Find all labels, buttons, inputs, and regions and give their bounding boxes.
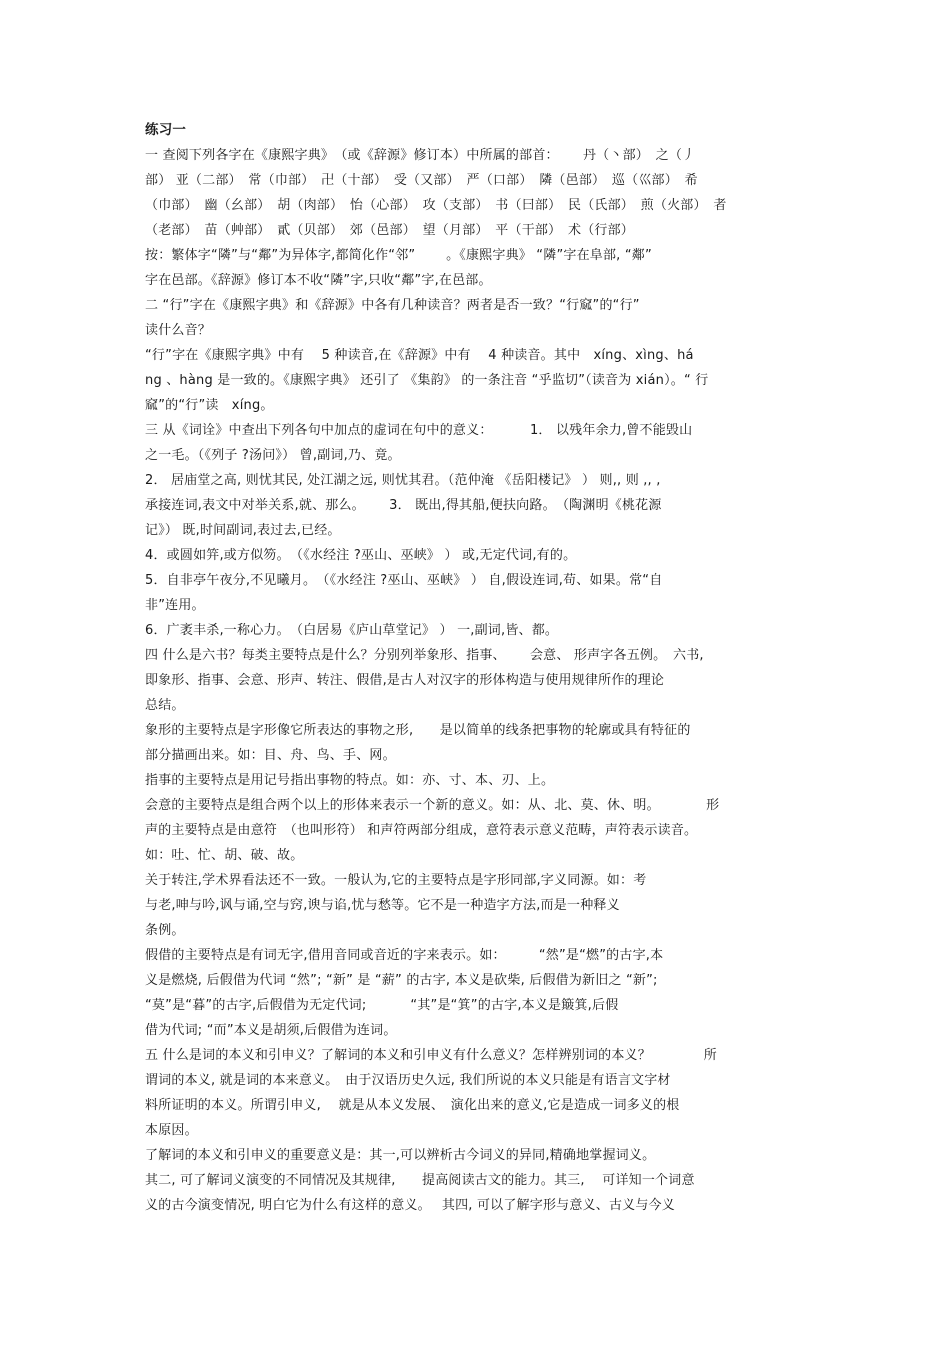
text-line: 与老,呻与吟,讽与诵,空与窍,谀与谄,忧与愁等。它不是一种造字方法,而是一种释义 bbox=[145, 898, 620, 913]
text-line: 会意的主要特点是组合两个以上的形体来表示一个新的意义。如：从、北、莫、休、明。 形 bbox=[145, 798, 720, 813]
text-line: 窳”的“行”读 xíng。 bbox=[145, 398, 274, 413]
text-line: 非”连用。 bbox=[145, 598, 205, 613]
text-line: 读什么音？ bbox=[145, 323, 212, 338]
text-line: 声的主要特点是由意符 （也叫形符） 和声符两部分组成，意符表示意义范畴，声符表示读音。 bbox=[145, 823, 698, 838]
text-line: 借为代词; “而”本义是胡须,后假借为连词。 bbox=[145, 1023, 397, 1038]
text-line: 义的古今演变情况, 明白它为什么有这样的意义。 其四, 可以了解字形与意义、古义与今义 bbox=[145, 1198, 675, 1213]
text-line: 部分描画出来。如：目、舟、鸟、手、网。 bbox=[145, 748, 396, 763]
text-line: 象形的主要特点是字形像它所表达的事物之形, 是以简单的线条把事物的轮廓或具有特征的 bbox=[145, 723, 691, 738]
text-line: 6．广袤丰杀,一称心力。 （白居易《庐山草堂记》 ） 一,副词,皆、都。 bbox=[145, 623, 559, 638]
text-line: 4．或圆如笄,或方似笏。 （《水经注 ?巫山、巫峡》 ） 或,无定代词,有的。 bbox=[145, 548, 577, 563]
text-line: ng 、hàng 是一致的。《康熙字典》 还引了 《集韵》 的一条注音 “乎监切”（读音为 xián）。“ 行 bbox=[145, 373, 709, 388]
text-line: 5．自非亭午夜分,不见曦月。 （《水经注 ?巫山、巫峡》 ） 自,假设连词,苟、如果。常“自 bbox=[145, 573, 663, 588]
text-line: 本原因。 bbox=[145, 1123, 198, 1138]
text-line: 二 “行”字在《康熙字典》和《辞源》中各有几种读音？两者是否一致？“行窳”的“行” bbox=[145, 298, 640, 313]
text-line: 五 什么是词的本义和引申义？了解词的本义和引申义有什么意义？怎样辨别词的本义？ 所 bbox=[145, 1048, 717, 1063]
text-line: 四 什么是六书？每类主要特点是什么？分别列举象形、指事、 会意、 形声字各五例。 六书, bbox=[145, 648, 704, 663]
text-line: 2． 居庙堂之高, 则忧其民, 处江湖之远, 则忧其君。（范仲淹 《岳阳楼记》 ） 则,, 则 ,, , bbox=[145, 473, 661, 488]
text-line: 承接连词,表文中对举关系,就、那么。 3． 既出,得其船,便扶向路。 （陶渊明《桃花源 bbox=[145, 498, 662, 513]
text-line: 关于转注,学术界看法还不一致。一般认为,它的主要特点是字形同部,字义同源。如：考 bbox=[145, 873, 647, 888]
text-line: 条例。 bbox=[145, 923, 185, 938]
text-line: “莫”是“暮”的古字,后假借为无定代词; “其”是“箕”的古字,本义是簸箕,后假 bbox=[145, 998, 619, 1013]
text-line: 义是燃烧, 后假借为代词 “然”; “新” 是 “薪” 的古字, 本义是砍柴, 后假借为新旧之 “新”; bbox=[145, 973, 658, 988]
text-line: 即象形、指事、会意、形声、转注、假借,是古人对汉字的形体构造与使用规律所作的理论 bbox=[145, 673, 665, 688]
text-line: （老部） 苗（艸部） 貳（贝部） 郊（邑部） 望（月部） 平（干部） 术（行部） bbox=[145, 223, 635, 238]
text-line: 如：吐、忙、胡、破、故。 bbox=[145, 848, 304, 863]
text-line: 按：繁体字“隣”与“鄰”为异体字,都简化作“邻” 。《康熙字典》 “隣”字在阜部, “鄰” bbox=[145, 248, 652, 263]
text-lines bbox=[145, 143, 810, 1218]
text-line: （巾部） 幽（幺部） 胡（肉部） 怡（心部） 攻（支部） 书（曰部） 民（氏部） 煎（火部） 者 bbox=[145, 198, 727, 213]
exercise-title: 练习一 bbox=[145, 122, 187, 138]
text-line: 一 查阅下列各字在《康熙字典》 （或《辞源》修订本）中所属的部首： 丹（丶部） 之（丿 bbox=[145, 148, 696, 163]
text-line: 总结。 bbox=[145, 698, 185, 713]
text-line: 三 从《词诠》中查出下列各句中加点的虚词在句中的意义： 1． 以残年余力,曾不能毁山 bbox=[145, 423, 693, 438]
text-line: “行”字在《康熙字典》中有 5 种读音,在《辞源》中有 4 种读音。其中 xíng、xìng、há bbox=[145, 348, 694, 363]
text-line: 记》） 既,时间副词,表过去,已经。 bbox=[145, 523, 341, 538]
text-line: 指事的主要特点是用记号指出事物的特点。如：亦、寸、本、刃、上。 bbox=[145, 773, 555, 788]
text-line: 料所证明的本义。所谓引申义, 就是从本义发展、 演化出来的意义,它是造成一词多义的根 bbox=[145, 1098, 680, 1113]
text-line: 假借的主要特点是有词无字,借用音同或音近的字来表示。如： “然”是“燃”的古字,本 bbox=[145, 948, 664, 963]
text-line: 其二, 可了解词义演变的不同情况及其规律, 提高阅读古文的能力。其三, 可详知一个词意 bbox=[145, 1173, 695, 1188]
text-line: 谓词的本义, 就是词的本来意义。 由于汉语历史久远, 我们所说的本义只能是有语言文字材 bbox=[145, 1073, 671, 1088]
text-line: 之一毛。（《列子 ?汤问》） 曾,副词,乃、竟。 bbox=[145, 448, 401, 463]
document-body bbox=[145, 118, 810, 1218]
text-line: 部） 亚（二部） 常（巾部） 卍（十部） 受（又部） 严（口部） 隣（邑部） 巡（巛部） 希 bbox=[145, 173, 698, 188]
text-line: 字在邑部。《辞源》修订本不收“隣”字,只收“鄰”字,在邑部。 bbox=[145, 273, 492, 288]
text-line: 了解词的本义和引申义的重要意义是：其一,可以辨析古今词义的异同,精确地掌握词义。 bbox=[145, 1148, 656, 1163]
